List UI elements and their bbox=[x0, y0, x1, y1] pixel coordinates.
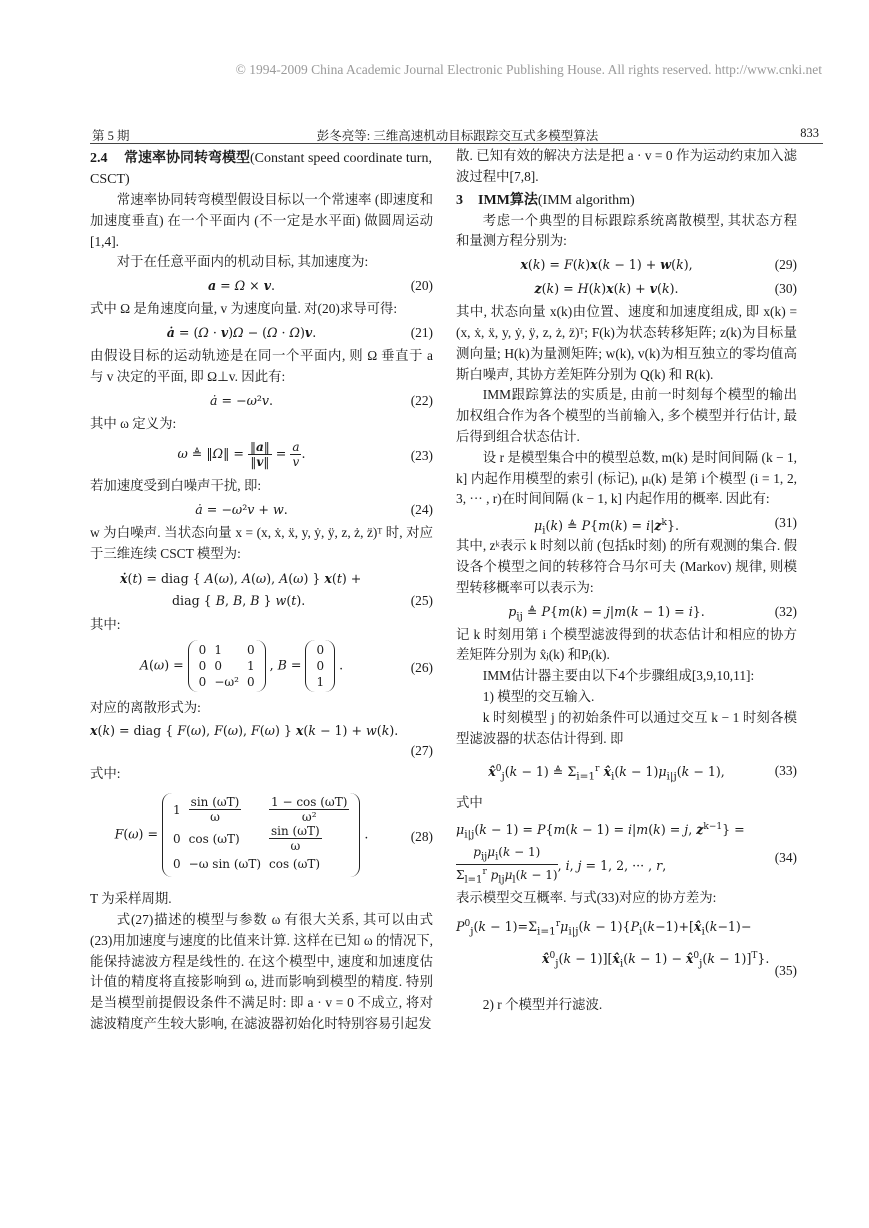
equation-34: $\mu_{i|j}(k - 1) = P\{m(k - 1) = i|m(k) = j$, $z^{k-1}$} = $\frac{p_{ij}\mu_i(k - 1)}{\Sigma_{l=1}^r p_{lj}\mu_l(k - 1)}$ , i, j = 1, 2, ··· , r, (34) bbox=[456, 822, 797, 886]
equation-25: ẋ(t) = diag { A(ω), A(ω), A(ω) } x(t) + diag { B, B, B } w(t). (25) bbox=[120, 570, 433, 608]
paragraph: 1) 模型的交互输入. bbox=[482, 688, 595, 704]
paragraph: 对于在任意平面内的机动目标, 其加速度为: bbox=[116, 254, 369, 270]
equation-21: ȧ = (Ω · v)Ω − (Ω · Ω)v. (21) bbox=[166, 324, 433, 340]
equation-33: x̂$^0_j$(k − 1) ≜ $\Sigma_{i=1}^r$ $x̂_i(k - 1)\mu_{i|j}(k - 1)$, (33) bbox=[488, 763, 797, 784]
paragraph: 式中 bbox=[456, 795, 483, 811]
paragraph: 表示模型交互概率. 与式(33)对应的协方差为: bbox=[456, 890, 717, 906]
equation-32: $p_{ij}$ ≜ P{m(k) = j|m(k − 1) = i}. (32) bbox=[508, 603, 797, 623]
section-2-4-heading: 2.4 常速率协同转弯模型(Constant speed coordinate turn, CSCT) bbox=[90, 151, 432, 187]
equation-27: x(k) = diag { F(ω), F(ω), F(ω) } x(k − 1) + w(k). (27) bbox=[90, 723, 433, 759]
paragraph: 对应的离散形式为: bbox=[90, 699, 201, 715]
paragraph: 记 k 时刻用第 i 个模型滤波得到的状态估计和相应的协方差矩阵分别为 x̂ⱼ(k) 和Pⱼ(k). bbox=[456, 626, 797, 663]
paragraph: 考虑一个典型的目标跟踪系统离散模型, 其状态方程和量测方程分别为: bbox=[456, 212, 797, 249]
paragraph: 式中: bbox=[90, 766, 121, 782]
paragraph: IMM估计器主要由以下4个步骤组成[3,9,10,11]: bbox=[482, 668, 755, 684]
equation-28: F(ω) = 1 $\frac{\sin (\omega T)}{\omega}$ $\frac{1 - \cos (\omega T)}{\text{ω²}}$ 0 cos (ωT) $\frac{\sin (\omega T)}{\omega}$ 0 −ω sin (ωT) cos (ωT) . (28) bbox=[90, 787, 433, 887]
running-header bbox=[92, 126, 823, 143]
equation-31: $\mu_i(k)$ ≜ $P\{m(k) = i|z^k\}$. (31) bbox=[533, 515, 797, 537]
paragraph: k 时刻模型 j 的初始条件可以通过交互 k − 1 时刻各模型滤波器的状态估计得到. 即 bbox=[456, 709, 797, 746]
paragraph: 其中 ω 定义为: bbox=[90, 415, 177, 431]
paragraph: 式(27)描述的模型与参数 ω 有很大关系, 其可以由式(23)用加速度与速度的比值来计算. 这样在已知 ω 的情况下, 能保持滤波方程是线性的. 在这个模型中, 速度和加速度估计值的精度将直接影响到 ω, 进而影响到模型的精度. 特别是当模型前提假设条件不满足时: 即 a · v = 0 不成立, 将对滤波精度产生较大影响, 在滤波器初始化时特别容易引起发 bbox=[90, 911, 433, 1031]
equation-30: z(k) = H(k)x(k) + v(k). (30) bbox=[534, 281, 797, 297]
paragraph: 若加速度受到白噪声干扰, 即: bbox=[90, 478, 262, 494]
paragraph: 由假设目标的运动轨迹是在同一个平面内, 则 Ω 垂直于 a 与 v 决定的平面, 即 Ω⊥v. 因此有: bbox=[90, 347, 433, 384]
page-number: 833 bbox=[800, 126, 819, 140]
paragraph: 设 r 是模型集合中的模型总数, m(k) 是时间间隔 (k − 1, k] 内起作用模型的索引 (标记), μᵢ(k) 是第 i个模型 (i = 1, 2, 3, ··· , r)在时间间隔 (k − 1, k] 内起作用的概率. 因此有: bbox=[456, 449, 797, 507]
paragraph: 式中 Ω 是角速度向量, v 为速度向量. 对(20)求导可得: bbox=[90, 301, 398, 317]
paragraph: T 为采样周期. bbox=[90, 891, 172, 907]
section-3-heading: 3 IMM算法(IMM algorithm) bbox=[456, 192, 635, 208]
issue-number: 第 5 期 bbox=[92, 129, 130, 143]
paragraph: w 为白噪声. 当状态向量 x = (x, ẋ, ẍ, y, ẏ, ÿ, z, ż, z̈)ᵀ 时, 对应于三维连续 CSCT 模型为: bbox=[90, 525, 433, 561]
copyright-line: © 1994-2009 China Academic Journal Electronic Publishing House. All rights reserved. http://www.cnki.net bbox=[235, 62, 822, 77]
equation-22: ȧ = −ω²v. (22) bbox=[209, 392, 433, 408]
paragraph: 散. 已知有效的解决方法是把 a · v = 0 作为运动约束加入滤波过程中[7,8]. bbox=[456, 148, 797, 184]
paragraph: 其中, 状态向量 x(k)由位置、速度和加速度组成, 即 x(k) = (x, ẋ, ẍ, y, ẏ, ÿ, z, ż, z̈)ᵀ; F(k)为状态转移矩阵; z(k)为目标量测向量; H(k)为量测矩阵; w(k), v(k)为相互独立的零均值高斯白噪声, 其协方差矩阵分别为 Q(k) 和 R(k). bbox=[456, 304, 797, 382]
equation-29: x(k) = F(k)x(k − 1) + w(k), (29) bbox=[520, 257, 797, 273]
equation-26: A(ω) = 0 1 0 0 0 1 0 −ω² 0 , B = 0 0 1 . (26) bbox=[90, 638, 433, 696]
header-rule bbox=[90, 143, 823, 144]
paragraph: 2) r 个模型并行滤波. bbox=[482, 996, 603, 1012]
equation-24: ȧ = −ω²v + w. (24) bbox=[195, 502, 433, 518]
paragraph: 其中, zᵏ表示 k 时刻以前 (包括k时刻) 的所有观测的集合. 假设各个模型之间的转移符合马尔可夫 (Markov) 规律, 则模型转移概率可以表示为: bbox=[456, 538, 797, 595]
paragraph: 其中: bbox=[90, 616, 121, 632]
running-title: 彭冬亮等: 三维高速机动目标跟踪交互式多模型算法 bbox=[316, 129, 599, 143]
equation-35: $P^0_j(k - 1)=\Sigma_{i=1}^r\mu_{i|j}(k$ − $1)\{P_i(k-1)+[x̂_i(k-1)-$ x̂$^0_j$(k − $1)][x̂_i(k - 1)$ − x̂$^0_j$(k − 1)]$^T$}. (35) bbox=[456, 918, 797, 978]
right-column bbox=[456, 146, 797, 1016]
paragraph: IMM跟踪算法的实质是, 由前一时刻每个模型的输出加权组合作为各个模型的当前输入, 多个模型并行估计, 最后得到组合状态估计. bbox=[456, 387, 797, 444]
paragraph: 常速率协同转弯模型假设目标以一个常速率 (即速度和加速度垂直) 在一个平面内 (不一定是水平面) 做圆周运动[1,4]. bbox=[90, 192, 433, 249]
equation-23: ω ≜ ‖Ω‖ = $\frac{‖a‖}{‖v‖}$ = $\frac{a}{v}$ . (23) bbox=[177, 440, 433, 470]
equation-20: a = Ω × v. (20) bbox=[207, 278, 433, 294]
left-column bbox=[90, 146, 433, 1035]
